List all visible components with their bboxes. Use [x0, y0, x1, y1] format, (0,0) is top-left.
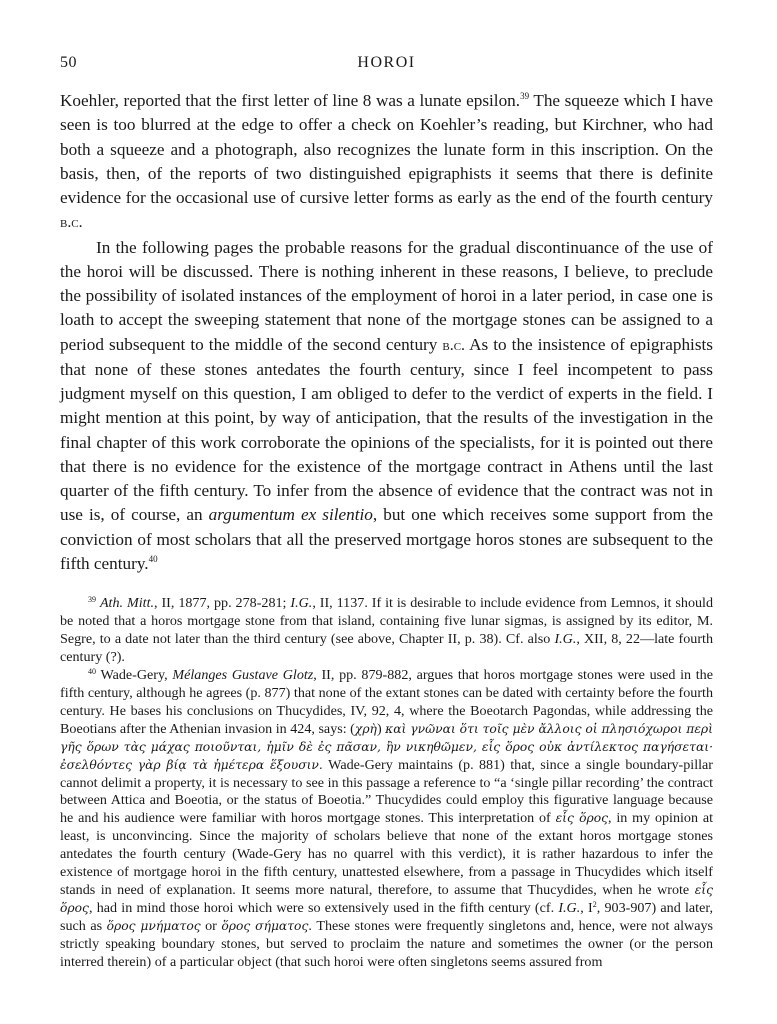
paragraph-1: Koehler, reported that the first letter of line 8 was a lunate epsilon.$^{39}$ The squeeze which I have seen is too blurred at the edge to offer a check on Koehler’s reading, but Kirchner, who had both a squeeze and a photograph, also recognizes the lunate form in this inscription. On the basis, then, of the reports of two distinguished epigraphists it seems that there is definite evidence for the occasional use of cursive letter forms as early as the end of the fourth century b.c.	[60, 91, 713, 232]
main-text	[60, 89, 713, 576]
footnote-number: 40	[88, 666, 96, 676]
page-number: 50	[60, 54, 77, 71]
footnote-ref-40: 40	[148, 553, 158, 564]
footnote-39: $^{39}$ Ath. Mitt., II, 1877, pp. 278-281; I.G., II, 1137. If it is desirable to include evidence from Lemnos, it should be noted that a horos mortgage stone from that island, containing five lunar sigmas, is assigned by its editor, M. Segre, to a date not later than the third century (see above, Chapter II, p. 38). Cf. also I.G., XII, 8, 22—late fourth century (?).	[60, 595, 713, 665]
greek-text: χρὴ	[354, 721, 377, 736]
paragraph-2: In the following pages the probable reasons for the gradual discontinuance of the use of the horoi will be discussed. There is nothing inherent in these reasons, I believe, to preclude the possibility of isolated instances of the employment of horoi in a later period, in case one is loath to accept the sweeping statement that none of the mortgage stones can be assigned to a period subsequent to the middle of the second century b.c. As to the insistence of epigraphists that none of these stones antedates the fourth century, since I feel incompetent to pass judgment myself on this question, I am obliged to defer to the verdict of experts in the field. I might mention at this point, by way of anticipation, that the results of the investigation in the final chapter of this work corroborate the opinions of the specialists, for it is pointed out there that there is no evidence for the existence of the mortgage contract in Athens until the last quarter of the fifth century. To infer from the absence of evidence that the contract was not in use is, of course, an argumentum ex silentio, but one which receives some support from the conviction of most scholars that all the preserved mortgage horos stones are subsequent to the fifth century.$^{40}$	[60, 237, 713, 573]
greek-quotation: καὶ γνῶναι ὅτι τοῖς μὲν ἄλλοις οἱ πλησιόχωροι περὶ γῆς ὅρων τὰς μάχας ποιοῦνται, ἡμῖν δὲ ἐς πᾶσαν, ἢν νικηθῶμεν, εἷς ὅρος οὐκ ἀντίλεκτος παγήσεται· ἐσελθόντες γὰρ βίᾳ τὰ ἡμέτερα ἕξουσιν.	[60, 721, 713, 772]
greek-text: ὅρος σήματος	[221, 919, 309, 934]
footnote-40: $^{40}$ Wade-Gery, Mélanges Gustave Glotz, II, pp. 879-882, argues that horos mortgage stones were used in the fifth century, although he agrees (p. 877) that none of the extant stones can be dated with certainty before the fourth century. He bases his conclusions on Thucydides, IV, 92, 4, where the Boeotarch Pagondas, while addressing the Boeotians after the Athenian invasion in 424, says: (χρὴ) καὶ γνῶναι ὅτι τοῖς μὲν ἄλλοις οἱ πλησιόχωροι περὶ γῆς ὅρων τὰς μάχας ποιοῦνται, ἡμῖν δὲ ἐς πᾶσαν, ἢν νικηθῶμεν, εἷς ὅρος οὐκ ἀντίλεκτος παγήσεται· ἐσελθόντες γὰρ βίᾳ τὰ ἡμέτερα ἕξουσιν. Wade-Gery maintains (p. 881) that, since a single boundary-pillar cannot delimit a property, it is necessary to see in this passage a reference to “a ‘single pillar recording’ the contract between Attica and Boeotia, or the status of Boeotia.” Thucydides could employ this figurative language because he and his audience were familiar with horos mortgage stones. This interpretation of εἷς ὅρος, in my opinion at least, is unconvincing. Since the majority of scholars believe that none of the extant horos mortgage stones antedates the fourth century (Wade-Gery has no quarrel with this verdict), it is rather hazardous to infer the existence of mortgage horoi in the fifth century, unattested elsewhere, from a passage in Thucydides which itself stands in need of explanation. It seems more natural, therefore, to assume that Thucydides, when he wrote εἷς ὅρος, had in mind those horoi which were so extensively used in the fifth century (cf. I.G., $I^2$, 903-907) and later, such as ὅρος μνήματος or ὅρος σήματος. These stones were frequently singletons and, hence, were not always strictly speaking boundary stones, but served to proclaim the nature and sometimes the owner (or the person interred therein) of a particular object (that such horoi were often singletons seems assured from	[60, 666, 714, 971]
footnote-number: 39	[88, 595, 96, 604]
running-head	[60, 50, 713, 76]
document-page	[60, 50, 713, 972]
footnotes	[60, 595, 713, 972]
footnote-ref-39: 39	[520, 91, 530, 101]
greek-text: εἷς ὅρος	[60, 883, 713, 916]
greek-text: ὅρος μνήματος	[106, 919, 201, 934]
greek-text: εἷς ὅρος	[555, 811, 609, 826]
running-title: HOROI	[357, 54, 416, 71]
